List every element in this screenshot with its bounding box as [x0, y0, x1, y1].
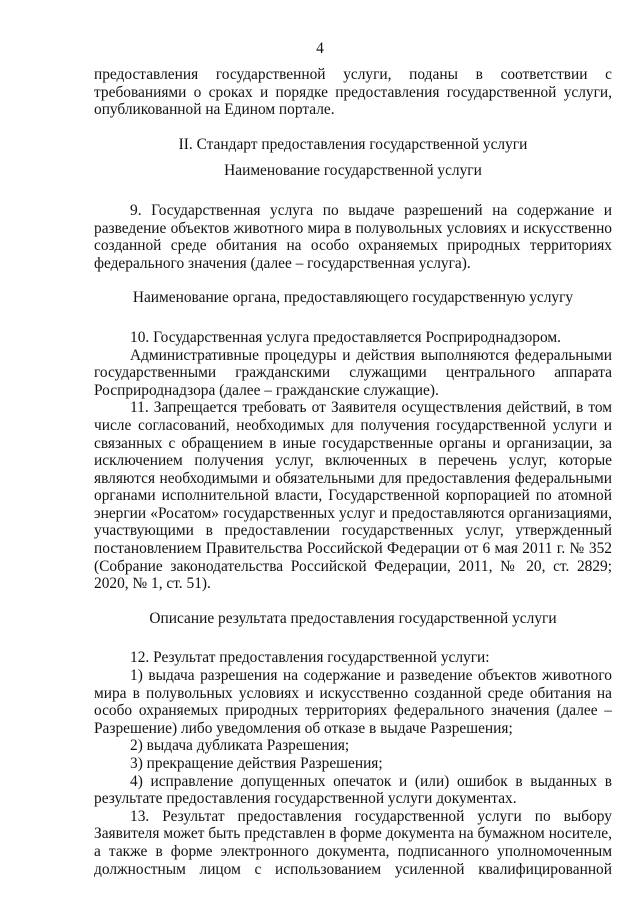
paragraph-11: 11. Запрещается требовать от Заявителя осуществления действий, в том числе согласований, необходимых для получения государственной услуги и связанных с обращением в иные государственные органы и организации, за исключением получения услуг, включенных в перечень услуг, которые являются необходимыми и обязательными для предоставления федеральными органами исполнительной власти, Государственной корпорацией по атомной энергии «Росатом» государственных услуг и предоставляются организациями, участвующими в предоставлении государственных услуг, утвержденный постановлением Правительства Российской Федерации от 6 мая 2011 г. № 352 (Собрание законодательства Российской Федерации, 2011, № 20, ст. 2829; 2020, № 1, ст. 51). — [94, 399, 612, 593]
paragraph-10-continued: Административные процедуры и действия выполняются федеральными государственными гражданскими служащими центрального аппарата Росприроднадзора (далее – гражданские служащие). — [94, 346, 612, 399]
section-heading: II. Стандарт предоставления государственной услуги — [178, 135, 528, 153]
subheading-result: Описание результата предоставления государственной услуги — [149, 609, 557, 627]
subheading-authority: Наименование органа, предоставляющего государственную услугу — [132, 289, 574, 307]
paragraph-12: 12. Результат предоставления государственной услуги: — [130, 649, 490, 667]
list-item-12-3: 3) прекращение действия Разрешения; — [130, 755, 383, 772]
paragraph-10: 10. Государственная услуга предоставляется Росприроднадзором. — [130, 328, 561, 346]
document-body — [94, 66, 612, 878]
list-item-12-1: 1) выдача разрешения на содержание и разведение объектов животного мира в полувольных условиях и искусственно созданной среде обитания на особо охраняемых природных территориях федерального значения (далее – Разрешение) либо уведомления об отказе в выдаче Разрешения; — [94, 667, 612, 737]
paragraph-continuation: предоставления государственной услуги, поданы в соответствии с требованиями о сроках и порядке предоставления государственной услуги, опубликованной на Едином портале. — [94, 66, 612, 119]
page-number: 4 — [316, 40, 324, 57]
paragraph-9: 9. Государственная услуга по выдаче разрешений на содержание и разведение объектов животного мира в полувольных условиях и искусственно созданной среде обитания на особо охраняемых природных территориях федерального значения (далее – государственная услуга). — [94, 201, 612, 272]
list-item-12-4: 4) исправление допущенных опечаток и (или) ошибок в выданных в результате предоставления государственной услуги документах. — [94, 772, 612, 808]
paragraph-13: 13. Результат предоставления государственной услуги по выбору Заявителя может быть представлен в форме документа на бумажном носителе, а также в форме электронного документа, подписанного уполномоченным должностным лицом с использованием усиленной квалифицированной — [94, 807, 612, 878]
list-item-12-2: 2) выдача дубликата Разрешения; — [130, 737, 350, 755]
subheading-service-name: Наименование государственной услуги — [224, 162, 482, 180]
